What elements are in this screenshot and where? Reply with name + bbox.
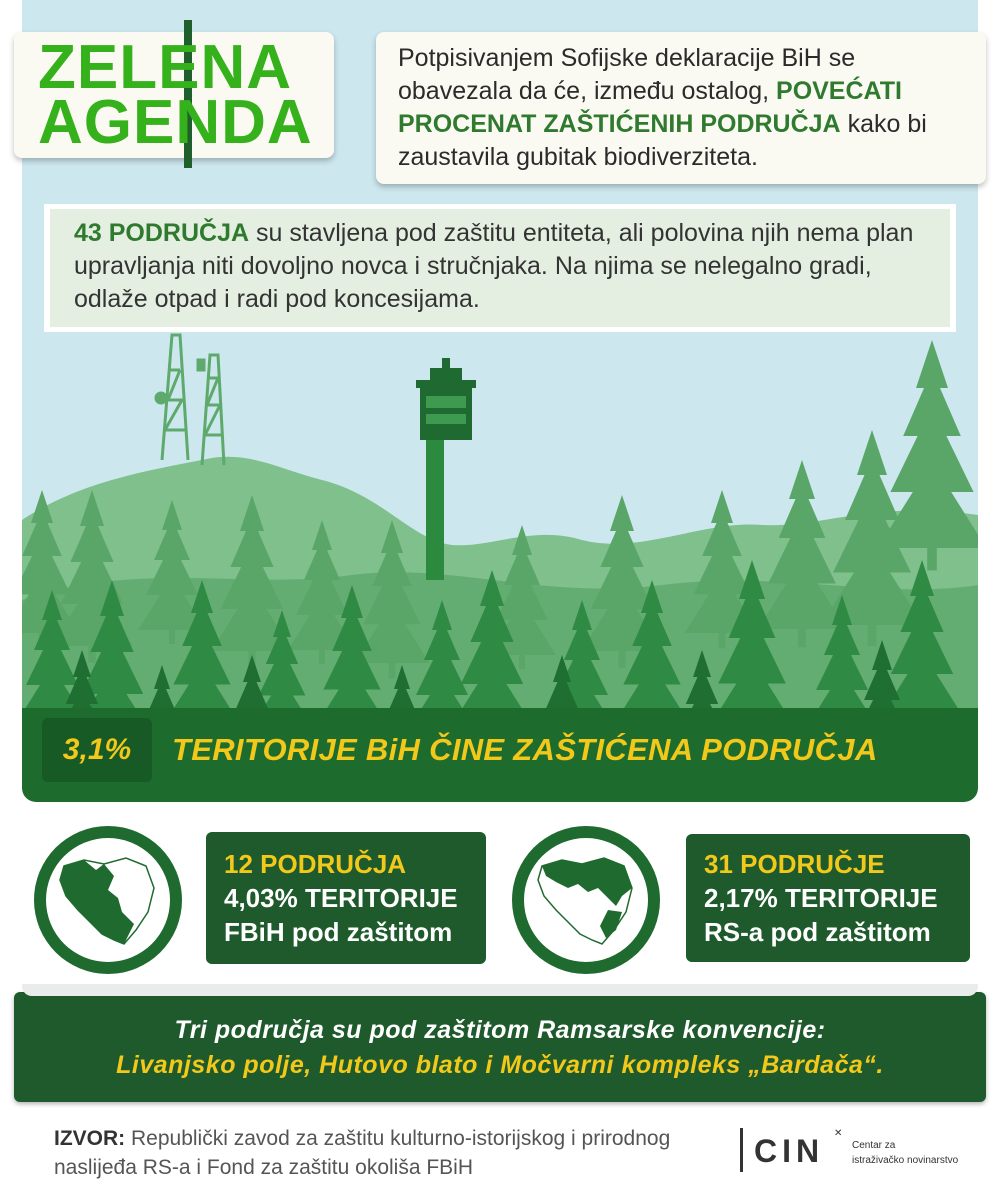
intro-text-after: kako bi zaustavila gubitak biodiverziteta. xyxy=(398,110,927,171)
source-text: Republički zavod za zaštitu kulturno-istorijskog i prirodnog naslijeđa RS-a i Fond za zaštitu okoliša FBiH xyxy=(54,1127,671,1179)
fbih-count: 12 PODRUČJA xyxy=(224,849,407,879)
ramsar-title: Tri područja su pod zaštitom Ramsarske konvencije: xyxy=(174,1016,826,1044)
ramsar-card-tab xyxy=(22,984,978,996)
intro-highlight: POVEĆATI PROCENAT ZAŠTIĆENIH PODRUČJA xyxy=(398,77,902,138)
ramsar-sites: Livanjsko polje, Hutovo blato i Močvarni kompleks „Bardača“. xyxy=(116,1051,884,1079)
publisher-name-line2: istraživačko novinarstvo xyxy=(852,1155,959,1166)
rs-label: RS-a pod zaštitom xyxy=(704,917,931,947)
source-label: IZVOR: xyxy=(54,1127,126,1150)
intro-text-before: Potpisivanjem Sofijske deklaracije BiH se obavezala da će, između ostalog, xyxy=(398,44,856,105)
areas-description: su stavljena pod zaštitu entiteta, ali polovina njih nema plan upravljanja niti dovoljno novca i stručnjaka. Na njima se nelegalno gradi, odlaže otpad i radi pod koncesijama. xyxy=(74,219,914,313)
fbih-map-icon xyxy=(34,826,182,974)
publisher-logo-bar xyxy=(740,1128,743,1172)
rs-map-badge xyxy=(512,826,660,974)
logo-line-2: AGENDA xyxy=(38,88,313,157)
rs-percent: 2,17% TERITORIJE xyxy=(704,883,938,913)
source-note xyxy=(54,1124,694,1182)
intro-text xyxy=(398,42,968,174)
rs-count: 31 PODRUČJE xyxy=(704,849,885,879)
publisher-name-line1: Centar za xyxy=(852,1140,896,1151)
fbih-map-badge xyxy=(34,826,182,974)
fbih-percent: 4,03% TERITORIJE xyxy=(224,883,458,913)
publisher-logo: CIN xyxy=(754,1133,825,1169)
antenna-tower-icon xyxy=(156,335,224,465)
logo-line-1: ZELENA xyxy=(38,33,292,102)
ramsar-card xyxy=(14,992,986,1102)
fbih-label: FBiH pod zaštitom xyxy=(224,917,453,947)
percent-caption: TERITORIJE BiH ČINE ZAŠTIĆENA PODRUČJA xyxy=(172,732,878,767)
publisher-mark-icon: ✕ xyxy=(834,1128,843,1139)
percent-value: 3,1% xyxy=(62,733,132,766)
rs-map-icon xyxy=(512,826,660,974)
areas-highlight: 43 PODRUČJA xyxy=(74,219,250,247)
publisher-name xyxy=(852,1138,972,1168)
areas-text xyxy=(74,217,934,316)
